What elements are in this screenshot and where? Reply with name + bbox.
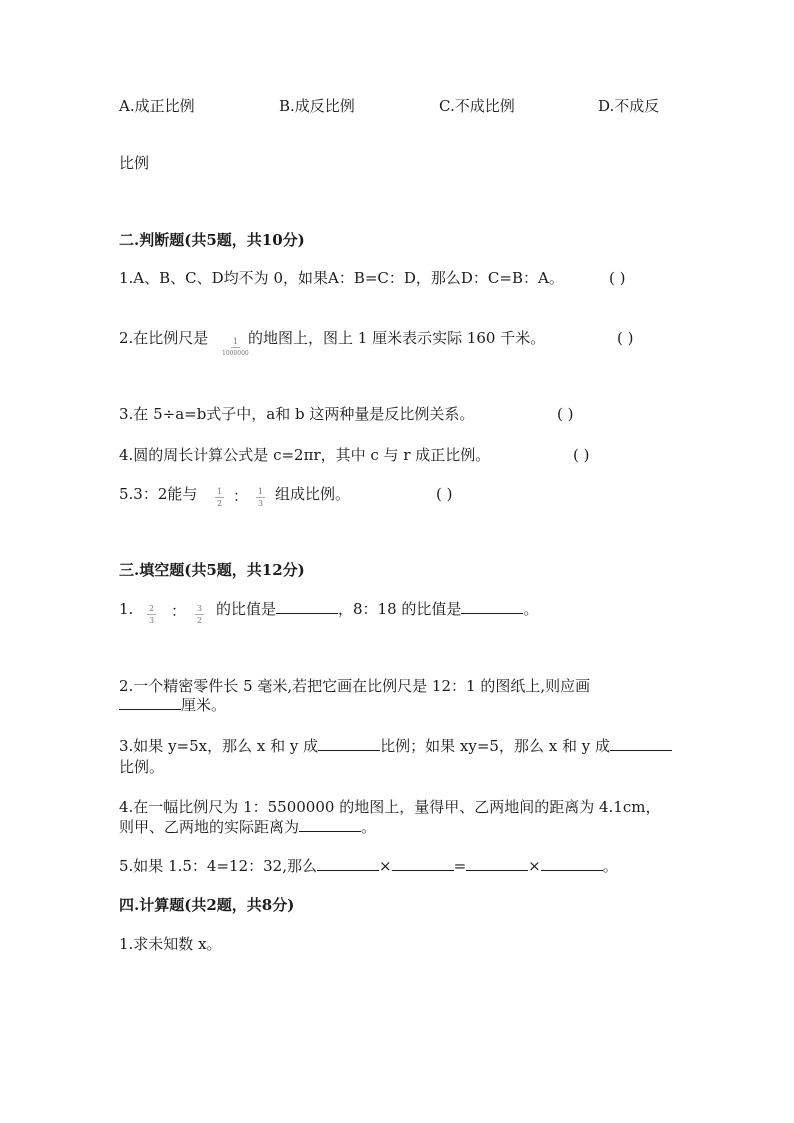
fill-question-2-line1: 2.一个精密零件长 5 毫米,若把它画在比例尺是 12：1 的图纸上,则应画: [119, 677, 591, 695]
answer-parentheses-2: ( ): [617, 329, 634, 347]
ratio-colon: ：: [171, 602, 187, 620]
answer-blank[interactable]: [541, 857, 603, 871]
answer-blank[interactable]: [318, 737, 380, 751]
answer-parentheses-5: ( ): [436, 485, 453, 503]
fill-text: 。: [361, 818, 377, 836]
fraction-bar: [231, 347, 240, 348]
fraction-numerator: 3: [196, 604, 203, 613]
option-d-continued: 比例: [119, 154, 150, 172]
fraction-numerator: 1: [216, 487, 223, 496]
equals-sign: =: [453, 857, 467, 875]
option-d: D.不成反: [598, 97, 660, 115]
judge-question-2-suffix: 的地图上，图上 1 厘米表示实际 160 千米。: [248, 329, 546, 347]
fraction-numerator: 1: [257, 487, 264, 496]
fill-text: 5.如果 1.5：4=12：32,那么: [119, 857, 317, 875]
ratio-colon: ：: [233, 487, 249, 505]
fill-text: 比例；如果 xy=5，那么 x 和 y 成: [380, 737, 610, 755]
judge-question-1: 1.A、B、C、D均不为 0，如果A：B=C：D，那么D：C=B：A。: [119, 269, 564, 287]
fill-question-5-line: [119, 857, 618, 875]
fraction-denominator: 3: [148, 616, 155, 625]
fill-question-2-line2: [119, 696, 226, 714]
judge-question-4: 4.圆的周长计算公式是 c=2πr，其中 c 与 r 成正比例。: [119, 446, 491, 464]
answer-blank[interactable]: [299, 818, 361, 832]
option-a: A.成正比例: [119, 97, 195, 115]
fill-question-1-line: [216, 600, 538, 618]
fraction-bar: [195, 614, 204, 615]
fill-text: 的比值是: [216, 600, 277, 618]
answer-blank[interactable]: [317, 857, 379, 871]
times-sign: ×: [379, 857, 392, 875]
fill-question-1-prefix: 1.: [119, 600, 134, 618]
fill-text: 。: [523, 600, 539, 618]
calc-question-1: 1.求未知数 x。: [119, 935, 222, 953]
fraction-bar: [147, 614, 156, 615]
answer-parentheses-4: ( ): [573, 446, 590, 464]
fill-text: 3.如果 y=5x，那么 x 和 y 成: [119, 737, 319, 755]
fraction-denominator: 3: [257, 499, 264, 508]
fill-question-3-line1: [119, 737, 672, 755]
option-b: B.成反比例: [279, 97, 355, 115]
fraction-denominator: 2: [216, 499, 223, 508]
judge-question-3: 3.在 5÷a=b式子中，a和 b 这两种量是反比例关系。: [119, 405, 475, 423]
fraction-numerator: 2: [148, 604, 155, 613]
answer-blank[interactable]: [276, 600, 338, 614]
answer-blank[interactable]: [610, 737, 672, 751]
fraction-one-third: [256, 487, 265, 508]
fraction-three-halves: [195, 604, 204, 625]
fraction-bar: [215, 497, 224, 498]
times-sign: ×: [528, 857, 541, 875]
fill-text: 则甲、乙两地的实际距离为: [119, 818, 300, 836]
section-3-title: 三.填空题(共5题，共12分): [119, 561, 305, 579]
scale-fraction: [222, 337, 249, 358]
fill-text: 厘米。: [181, 696, 227, 714]
section-2-title: 二.判断题(共5题，共10分): [119, 231, 305, 249]
answer-blank[interactable]: [466, 857, 528, 871]
fraction-numerator: 1: [232, 337, 238, 346]
fill-question-4-line2: [119, 818, 376, 836]
fill-question-3-line2: 比例。: [119, 758, 165, 776]
judge-question-5-suffix: 组成比例。: [275, 485, 351, 503]
answer-parentheses-1: ( ): [609, 269, 626, 287]
fraction-denominator: 2: [196, 616, 203, 625]
fill-question-4-line1: 4.在一幅比例尺为 1：5500000 的地图上，量得甲、乙两地间的距离为 4.1cm，: [119, 798, 661, 816]
fraction-two-thirds: [147, 604, 156, 625]
fraction-denominator: 1000000: [222, 350, 249, 357]
judge-question-2-prefix: 2.在比例尺是: [119, 329, 209, 347]
answer-blank[interactable]: [119, 696, 181, 710]
fraction-bar: [256, 497, 265, 498]
fill-text: ，8：18 的比值是: [338, 600, 462, 618]
section-4-title: 四.计算题(共2题，共8分): [119, 896, 295, 914]
answer-blank[interactable]: [461, 600, 523, 614]
answer-parentheses-3: ( ): [557, 405, 574, 423]
fraction-one-half: [215, 487, 224, 508]
fill-text: 。: [602, 857, 618, 875]
option-c: C.不成比例: [439, 97, 515, 115]
judge-question-5-prefix: 5.3：2能与: [119, 485, 198, 503]
answer-blank[interactable]: [392, 857, 454, 871]
